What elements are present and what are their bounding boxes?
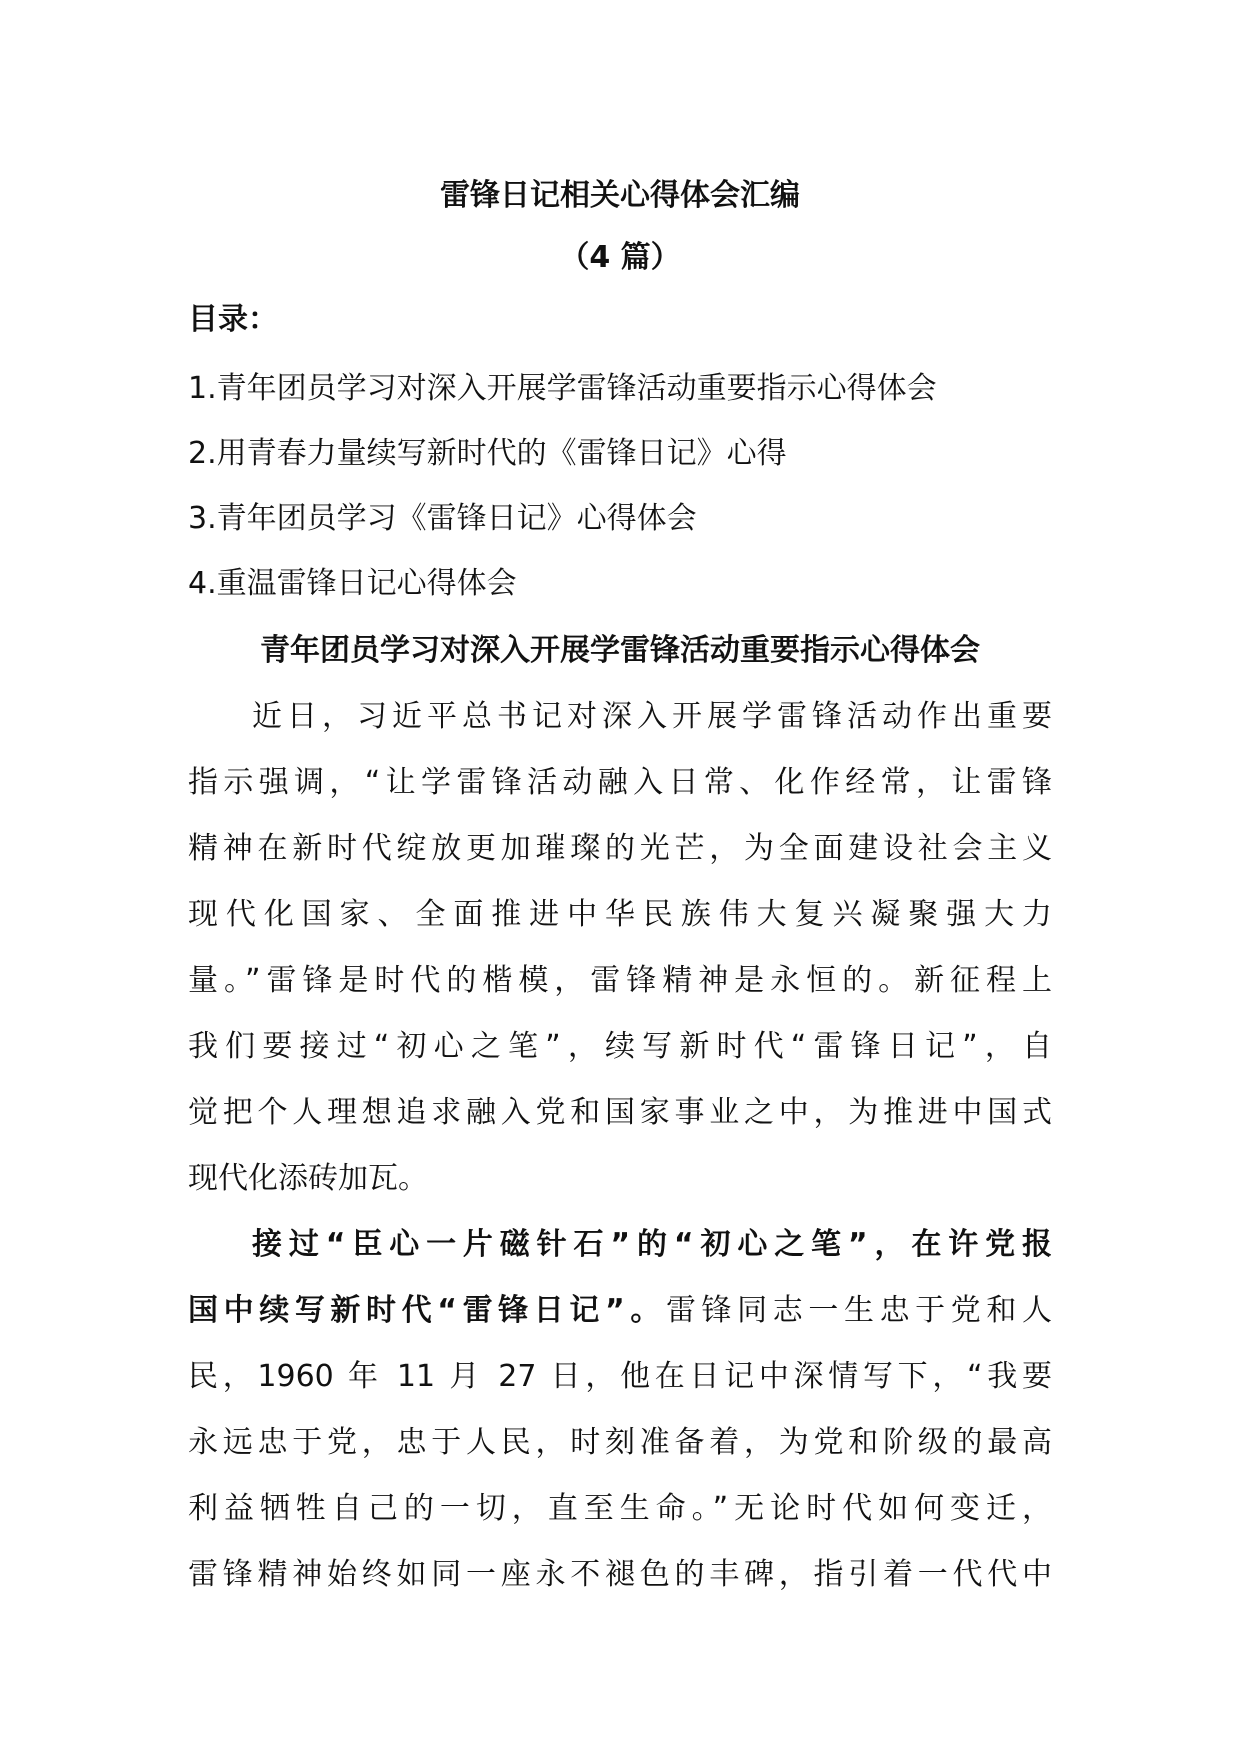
- section-heading: 青年团员学习对深入开展学雷锋活动重要指示心得体会: [260, 633, 980, 668]
- toc-heading: 目录：: [188, 302, 278, 337]
- toc-item: 4.重温雷锋日记心得体会: [188, 566, 517, 601]
- paragraph-line: 觉把个人理想追求融入党和国家事业之中，为推进中国式: [188, 1095, 1052, 1130]
- paragraph-line: 现代化国家、全面推进中华民族伟大复兴凝聚强大力: [188, 897, 1052, 932]
- paragraph-bold-line: 接过“臣心一片磁针石”的“初心之笔”，在许党报: [252, 1227, 1052, 1262]
- document-subtitle: （4 篇）: [559, 240, 681, 275]
- paragraph-line: 近日，习近平总书记对深入开展学雷锋活动作出重要: [252, 699, 1052, 734]
- toc-item: 2.用青春力量续写新时代的《雷锋日记》心得: [188, 436, 787, 471]
- paragraph-text: 雷锋同志一生忠于党和人: [665, 1293, 1053, 1328]
- paragraph-bold-lead: 国中续写新时代“雷锋日记”。: [188, 1293, 666, 1328]
- toc-item: 1.青年团员学习对深入开展学雷锋活动重要指示心得体会: [188, 371, 937, 406]
- toc-item: 3.青年团员学习《雷锋日记》心得体会: [188, 501, 697, 536]
- paragraph-line: [188, 1291, 1052, 1331]
- paragraph-line: 永远忠于党，忠于人民，时刻准备着，为党和阶级的最高: [188, 1425, 1052, 1460]
- paragraph-line: 我们要接过“初心之笔”，续写新时代“雷锋日记”，自: [188, 1029, 1052, 1064]
- paragraph-line: 量。”雷锋是时代的楷模，雷锋精神是永恒的。新征程上: [188, 963, 1052, 998]
- paragraph-line: 现代化添砖加瓦。: [188, 1161, 428, 1196]
- paragraph-line: 利益牺牲自己的一切，直至生命。”无论时代如何变迁，: [188, 1491, 1052, 1526]
- paragraph-line: 指示强调，“让学雷锋活动融入日常、化作经常，让雷锋: [188, 765, 1052, 800]
- document-title: 雷锋日记相关心得体会汇编: [440, 178, 800, 213]
- paragraph-line: 精神在新时代绽放更加璀璨的光芒，为全面建设社会主义: [188, 831, 1052, 866]
- paragraph-line: 雷锋精神始终如同一座永不褪色的丰碑，指引着一代代中: [188, 1557, 1052, 1592]
- paragraph-line: 民，1960 年 11 月 27 日，他在日记中深情写下，“我要: [188, 1359, 1052, 1394]
